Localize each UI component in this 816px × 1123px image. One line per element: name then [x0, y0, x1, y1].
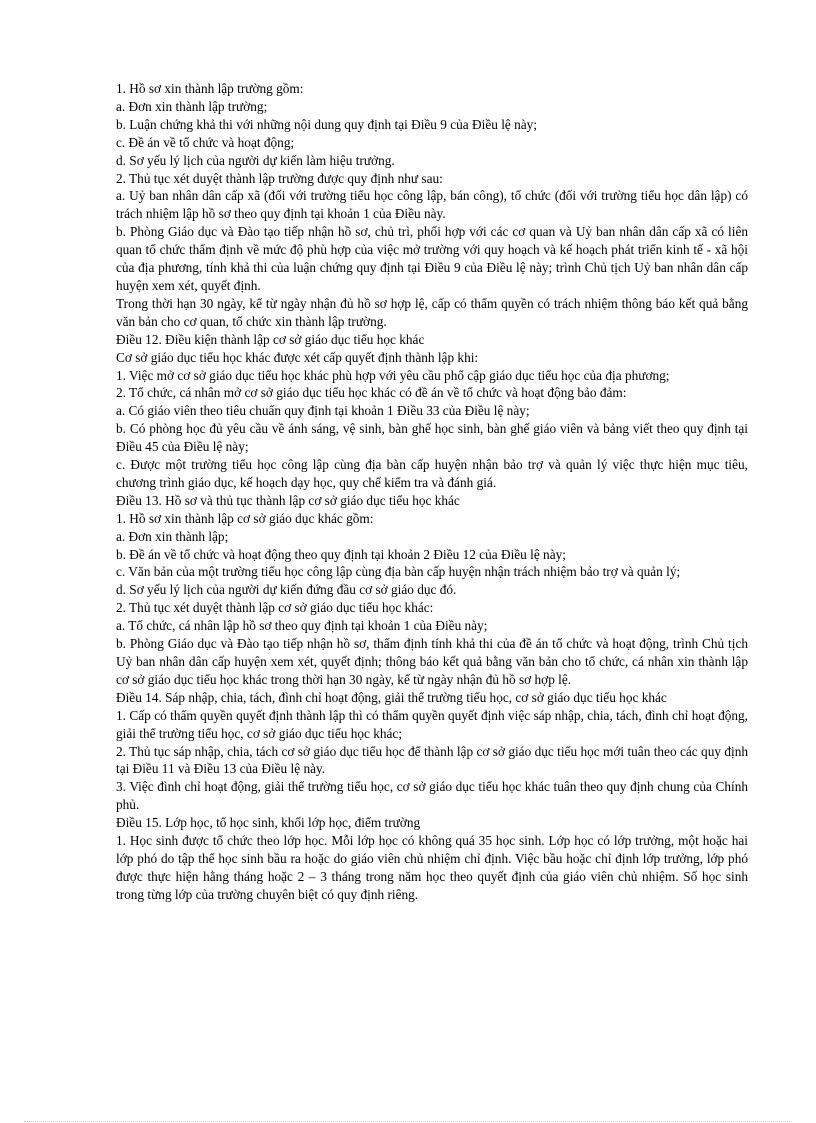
paragraph: c. Được một trường tiểu học công lập cùng địa bàn cấp huyện nhận bảo trợ và quản lý việc thực hiện mục tiêu, chương trình giáo dục, kế hoạch dạy học, quy chế kiểm tra và đánh giá. [116, 457, 748, 490]
document-body [116, 80, 748, 904]
paragraph: 2. Thủ tục xét duyệt thành lập cơ sở giáo dục tiểu học khác: [116, 600, 434, 616]
paragraph: d. Sơ yếu lý lịch của người dự kiến đứng đầu cơ sở giáo dục đó. [116, 582, 457, 598]
paragraph: 1. Hồ sơ xin thành lập trường gồm: [116, 81, 304, 96]
page-bottom-rule [24, 1121, 792, 1122]
paragraph: d. Sơ yếu lý lịch của người dự kiến làm hiệu trưởng. [116, 152, 395, 168]
paragraph: c. Văn bản của một trường tiểu học công lập cùng địa bàn cấp huyện nhận trách nhiệm bảo trợ và quản lý; [116, 564, 681, 580]
article-heading: Điều 12. Điều kiện thành lập cơ sở giáo dục tiểu học khác [116, 331, 425, 347]
paragraph: 3. Việc đình chỉ hoạt động, giải thể trường tiểu học, cơ sở giáo dục tiểu học khác tuân theo quy định chung của Chính phủ. [116, 779, 748, 813]
paragraph: a. Đơn xin thành lập; [116, 528, 229, 544]
paragraph: b. Phòng Giáo dục và Đào tạo tiếp nhận hồ sơ, chủ trì, phối hợp với các cơ quan và Uỷ ban nhân dân cấp xã có liên quan tổ chức thẩm định về mức độ phù hợp của việc mở trường với quy hoạch và kế hoạch phát triển kinh tế - xã hội của địa phương, tính khả thi của luận chứng quy định tại Điều 9 của Điều lệ này; trình Chủ tịch Uỷ ban nhân dân cấp huyện xem xét, quyết định. [116, 224, 748, 293]
paragraph: 1. Hồ sơ xin thành lập cơ sở giáo dục khác gồm: [116, 510, 374, 526]
paragraph: b. Phòng Giáo dục và Đào tạo tiếp nhận hồ sơ, thẩm định tính khả thi của đề án tổ chức và hoạt động, trình Chủ tịch Uỷ ban nhân dân cấp huyện xem xét, quyết định; thông báo kết quả bằng văn bản cho tổ chức, cá nhân xin thành lập cơ sở giáo dục tiểu học khác trong thời hạn 30 ngày, kể từ ngày nhận đủ hồ sơ hợp lệ. [116, 636, 748, 687]
paragraph: b. Luận chứng khả thi với những nội dung quy định tại Điều 9 của Điều lệ này; [116, 116, 538, 132]
paragraph: 2. Thủ tục xét duyệt thành lập trường được quy định như sau: [116, 170, 443, 186]
article-heading: Điều 13. Hồ sơ và thủ tục thành lập cơ sở giáo dục tiểu học khác [116, 492, 460, 508]
paragraph: Cơ sở giáo dục tiểu học khác được xét cấp quyết định thành lập khi: [116, 349, 479, 365]
paragraph: 1. Cấp có thẩm quyền quyết định thành lập thì có thẩm quyền quyết định việc sáp nhập, chia, tách, đình chỉ hoạt động, giải thể trường tiểu học, cơ sở giáo dục tiểu học khác; [116, 707, 748, 741]
paragraph: b. Đề án về tổ chức và hoạt động theo quy định tại khoản 2 Điều 12 của Điều lệ này; [116, 546, 566, 562]
paragraph: b. Có phòng học đủ yêu cầu về ánh sáng, vệ sinh, bàn ghế học sinh, bàn ghế giáo viên và bảng viết theo quy định tại Điều 45 của Điều lệ này; [116, 421, 748, 455]
paragraph: a. Đơn xin thành lập trường; [116, 98, 268, 114]
paragraph: a. Tổ chức, cá nhân lập hồ sơ theo quy định tại khoản 1 của Điều này; [116, 618, 488, 634]
paragraph: a. Có giáo viên theo tiêu chuẩn quy định tại khoản 1 Điều 33 của Điều lệ này; [116, 403, 530, 419]
paragraph: 2. Tổ chức, cá nhân mở cơ sở giáo dục tiểu học khác có đề án về tổ chức và hoạt động bảo đảm: [116, 385, 627, 401]
paragraph: 1. Việc mở cơ sở giáo dục tiểu học khác phù hợp với yêu cầu phổ cập giáo dục tiểu học của địa phương; [116, 367, 670, 383]
paragraph: 2. Thủ tục sáp nhập, chia, tách cơ sở giáo dục tiểu học để thành lập cơ sở giáo dục tiểu học mới tuân theo các quy định tại Điều 11 và Điều 13 của Điều lệ này. [116, 743, 748, 777]
paragraph: c. Đề án về tổ chức và hoạt động; [116, 134, 295, 150]
article-heading: Điều 15. Lớp học, tổ học sinh, khối lớp học, điểm trường [116, 815, 421, 831]
paragraph: Trong thời hạn 30 ngày, kể từ ngày nhận đủ hồ sơ hợp lệ, cấp có thẩm quyền có trách nhiệm thông báo kết quả bằng văn bản cho cơ quan, tổ chức xin thành lập trường. [116, 295, 748, 329]
article-heading: Điều 14. Sáp nhập, chia, tách, đình chỉ hoạt động, giải thể trường tiểu học, cơ sở giáo dục tiểu học khác [116, 689, 667, 705]
paragraph: 1. Học sinh được tổ chức theo lớp học. Mỗi lớp học có không quá 35 học sinh. Lớp học có lớp trưởng, một hoặc hai lớp phó do tập thể học sinh bầu ra hoặc do giáo viên chủ nhiệm chỉ định. Việc bầu hoặc chỉ định lớp trưởng, lớp phó được thực hiện hằng tháng hoặc 2 – 3 tháng trong năm học theo quyết định của giáo viên chủ nhiệm. Số học sinh trong từng lớp của trường chuyên biệt có quy định riêng. [116, 833, 748, 902]
paragraph: a. Uỷ ban nhân dân cấp xã (đối với trường tiểu học công lập, bán công), tổ chức (đối với trường tiểu học dân lập) có trách nhiệm lập hồ sơ theo quy định tại khoản 1 của Điều này. [116, 188, 748, 222]
